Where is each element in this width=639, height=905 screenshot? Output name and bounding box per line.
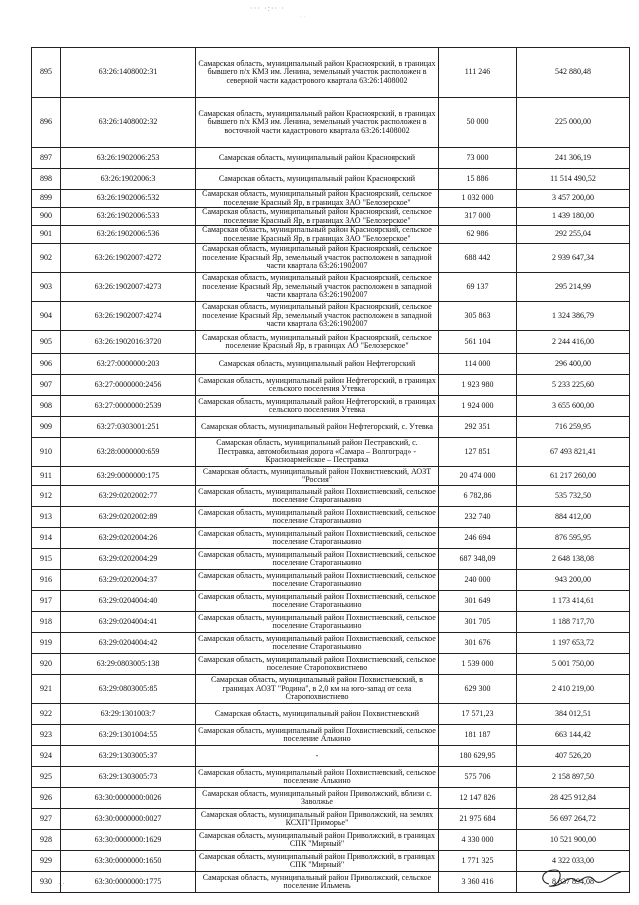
table-row bbox=[32, 438, 630, 467]
cadastral-value: 67 493 821,41 bbox=[517, 438, 630, 467]
row-number: 903 bbox=[32, 273, 61, 302]
address: Самарская область, муниципальный район Похвистневский, в границах АОЗТ "Родина", в 2,0 км на юго-запад от села Старопохвистнево bbox=[196, 675, 439, 704]
cadastral-value: 28 425 912,84 bbox=[517, 788, 630, 809]
margin-mark: ·.· bbox=[58, 880, 65, 888]
row-number: 901 bbox=[32, 226, 61, 244]
address: Самарская область, муниципальный район Пестравский, с. Пестравка, автомобильная дорога «Самара – Волгоград» - Красноармейское – Пестравка bbox=[196, 438, 439, 467]
area: 127 851 bbox=[439, 438, 517, 467]
cadastral-number: 63:29:1303005:73 bbox=[61, 767, 196, 788]
cadastral-value: 1 439 180,00 bbox=[517, 208, 630, 226]
cadastral-value: 61 217 260,00 bbox=[517, 467, 630, 486]
cadastral-number: 63:29:1301004:55 bbox=[61, 725, 196, 746]
table-row bbox=[32, 375, 630, 396]
address: Самарская область, муниципальный район Похвистневский, сельское поселение Староганькино bbox=[196, 507, 439, 528]
table-row bbox=[32, 830, 630, 851]
area: 305 863 bbox=[439, 302, 517, 331]
cadastral-value: 542 880,48 bbox=[517, 48, 630, 98]
address: Самарская область, муниципальный район Нефтегорский bbox=[196, 354, 439, 375]
address: Самарская область, муниципальный район Красноярский, сельское поселение Красный Яр, земельный участок расположен в западной части квартала 63:26:1902007 bbox=[196, 244, 439, 273]
cadastral-value: 5 001 750,00 bbox=[517, 654, 630, 675]
table-row bbox=[32, 549, 630, 570]
table-row bbox=[32, 788, 630, 809]
address: - bbox=[196, 746, 439, 767]
address: Самарская область, муниципальный район Похвистневский, сельское поселение Староганькино bbox=[196, 486, 439, 507]
header-stamp: ··· ·:·· · bbox=[250, 4, 285, 13]
area: 12 147 826 bbox=[439, 788, 517, 809]
row-number: 919 bbox=[32, 633, 61, 654]
cadastral-number: 63:30:0000000:0026 bbox=[61, 788, 196, 809]
row-number: 913 bbox=[32, 507, 61, 528]
cadastral-number: 63:29:0803005:85 bbox=[61, 675, 196, 704]
address: Самарская область, муниципальный район Красноярский, сельское поселение Красный Яр, земельный участок расположен в западной части квартала 63:26:1902007 bbox=[196, 302, 439, 331]
area: 17 571,23 bbox=[439, 704, 517, 725]
row-number: 927 bbox=[32, 809, 61, 830]
row-number: 902 bbox=[32, 244, 61, 273]
row-number: 918 bbox=[32, 612, 61, 633]
address: Самарская область, муниципальный район Похвистневский, сельское поселение Староганькино bbox=[196, 570, 439, 591]
area: 181 187 bbox=[439, 725, 517, 746]
cadastral-number: 63:26:1902016:3720 bbox=[61, 331, 196, 354]
area: 240 000 bbox=[439, 570, 517, 591]
cadastral-value: 1 188 717,70 bbox=[517, 612, 630, 633]
cadastral-number: 63:29:0803005:138 bbox=[61, 654, 196, 675]
area: 301 705 bbox=[439, 612, 517, 633]
area: 575 706 bbox=[439, 767, 517, 788]
area: 232 740 bbox=[439, 507, 517, 528]
row-number: 914 bbox=[32, 528, 61, 549]
address: Самарская область, муниципальный район Приволжский, в границах СПК "Мирный" bbox=[196, 830, 439, 851]
table-row bbox=[32, 612, 630, 633]
cadastral-number: 63:29:0202004:29 bbox=[61, 549, 196, 570]
cadastral-number: 63:29:0000000:175 bbox=[61, 467, 196, 486]
cadastral-number: 63:27:0000000:203 bbox=[61, 354, 196, 375]
table-row bbox=[32, 190, 630, 208]
cadastral-value: 2 648 138,08 bbox=[517, 549, 630, 570]
cadastral-value: 384 012,51 bbox=[517, 704, 630, 725]
address: Самарская область, муниципальный район Похвистневский, сельское поселение Староганькино bbox=[196, 591, 439, 612]
cadastral-value: 241 306,19 bbox=[517, 148, 630, 169]
table-row bbox=[32, 354, 630, 375]
area: 69 137 bbox=[439, 273, 517, 302]
address: Самарская область, муниципальный район Приволжский, сельское поселение Ильмень bbox=[196, 872, 439, 893]
cadastral-number: 63:30:0000000:1650 bbox=[61, 851, 196, 872]
address: Самарская область, муниципальный район Красноярский, сельское поселение Красный Яр, в границах ЗАО "Белозерское" bbox=[196, 190, 439, 208]
signature-icon bbox=[535, 862, 625, 896]
address: Самарская область, муниципальный район Приволжский, на землях КСХП"Приморье" bbox=[196, 809, 439, 830]
table-row bbox=[32, 507, 630, 528]
table-row bbox=[32, 528, 630, 549]
area: 21 975 684 bbox=[439, 809, 517, 830]
cadastral-value: 716 259,95 bbox=[517, 417, 630, 438]
row-number: 929 bbox=[32, 851, 61, 872]
row-number: 925 bbox=[32, 767, 61, 788]
row-number: 898 bbox=[32, 169, 61, 190]
cadastral-value: 2 939 647,34 bbox=[517, 244, 630, 273]
area: 6 782,86 bbox=[439, 486, 517, 507]
table-row bbox=[32, 767, 630, 788]
cadastral-number: 63:26:1408002:31 bbox=[61, 48, 196, 98]
area: 317 000 bbox=[439, 208, 517, 226]
cadastral-value: 663 144,42 bbox=[517, 725, 630, 746]
cadastral-number: 63:29:0204004:41 bbox=[61, 612, 196, 633]
cadastral-value: 56 697 264,72 bbox=[517, 809, 630, 830]
address: Самарская область, муниципальный район Нефтегорский, в границах сельского поселения Утевка bbox=[196, 396, 439, 417]
cadastral-value: 2 244 416,00 bbox=[517, 331, 630, 354]
table-row bbox=[32, 725, 630, 746]
cadastral-value: 407 526,20 bbox=[517, 746, 630, 767]
row-number: 916 bbox=[32, 570, 61, 591]
cadastral-number: 63:27:0000000:2456 bbox=[61, 375, 196, 396]
area: 20 474 000 bbox=[439, 467, 517, 486]
cadastral-value: 2 158 897,50 bbox=[517, 767, 630, 788]
cadastral-number: 63:30:0000000:1775 bbox=[61, 872, 196, 893]
table-row bbox=[32, 809, 630, 830]
row-number: 910 bbox=[32, 438, 61, 467]
area: 111 246 bbox=[439, 48, 517, 98]
cadastral-number: 63:26:1902006:533 bbox=[61, 208, 196, 226]
cadastral-number: 63:29:0202004:26 bbox=[61, 528, 196, 549]
row-number: 921 bbox=[32, 675, 61, 704]
row-number: 906 bbox=[32, 354, 61, 375]
cadastral-number: 63:29:0202002:89 bbox=[61, 507, 196, 528]
cadastral-value: 535 732,50 bbox=[517, 486, 630, 507]
table-row bbox=[32, 273, 630, 302]
address: Самарская область, муниципальный район Красноярский, в границах бывшего п/х КМЗ им. Ленина, земельный участок расположен в восточной части кадастрового квартала 63:26:1408002 bbox=[196, 98, 439, 148]
land-plots-table bbox=[31, 47, 630, 893]
table-row bbox=[32, 98, 630, 148]
row-number: 900 bbox=[32, 208, 61, 226]
row-number: 909 bbox=[32, 417, 61, 438]
area: 1 924 000 bbox=[439, 396, 517, 417]
row-number: 904 bbox=[32, 302, 61, 331]
cadastral-value: 1 324 386,79 bbox=[517, 302, 630, 331]
area: 687 348,09 bbox=[439, 549, 517, 570]
area: 114 000 bbox=[439, 354, 517, 375]
row-number: 911 bbox=[32, 467, 61, 486]
area: 180 629,95 bbox=[439, 746, 517, 767]
cadastral-value: 4 322 033,00 bbox=[517, 851, 630, 872]
table-row bbox=[32, 704, 630, 725]
row-number: 899 bbox=[32, 190, 61, 208]
address: Самарская область, муниципальный район Похвистневский, сельское поселение Алькино bbox=[196, 725, 439, 746]
area: 62 986 bbox=[439, 226, 517, 244]
table-row bbox=[32, 226, 630, 244]
area: 1 771 325 bbox=[439, 851, 517, 872]
cadastral-number: 63:27:0303001:251 bbox=[61, 417, 196, 438]
header-stamp-mark: · · bbox=[300, 14, 306, 20]
address: Самарская область, муниципальный район Нефтегорский, с. Утевка bbox=[196, 417, 439, 438]
area: 246 694 bbox=[439, 528, 517, 549]
cadastral-value: 11 514 490,52 bbox=[517, 169, 630, 190]
table-row bbox=[32, 417, 630, 438]
table-row bbox=[32, 302, 630, 331]
cadastral-value: 3 655 600,00 bbox=[517, 396, 630, 417]
address: Самарская область, муниципальный район Похвистневский, сельское поселение Алькино bbox=[196, 767, 439, 788]
cadastral-value: 295 214,99 bbox=[517, 273, 630, 302]
cadastral-value: 5 233 225,60 bbox=[517, 375, 630, 396]
address: Самарская область, муниципальный район Красноярский, сельское поселение Красный Яр, в границах АО "Белозерское" bbox=[196, 331, 439, 354]
address: Самарская область, муниципальный район Похвистневский, сельское поселение Староганькино bbox=[196, 612, 439, 633]
area: 4 330 000 bbox=[439, 830, 517, 851]
table-row bbox=[32, 633, 630, 654]
row-number: 926 bbox=[32, 788, 61, 809]
cadastral-number: 63:29:0202004:37 bbox=[61, 570, 196, 591]
cadastral-value: 10 521 900,00 bbox=[517, 830, 630, 851]
address: Самарская область, муниципальный район Приволжский, в границах СПК "Мирный" bbox=[196, 851, 439, 872]
row-number: 907 bbox=[32, 375, 61, 396]
row-number: 895 bbox=[32, 48, 61, 98]
address: Самарская область, муниципальный район Похвистневский, сельское поселение Староганькино bbox=[196, 633, 439, 654]
address: Самарская область, муниципальный район Красноярский, сельское поселение Красный Яр, земельный участок расположен в западной части квартала 63:26:1902007 bbox=[196, 273, 439, 302]
cadastral-value: 943 200,00 bbox=[517, 570, 630, 591]
area: 3 360 416 bbox=[439, 872, 517, 893]
cadastral-number: 63:29:1301003:7 bbox=[61, 704, 196, 725]
cadastral-value: 1 173 414,61 bbox=[517, 591, 630, 612]
cadastral-number: 63:26:1902006:253 bbox=[61, 148, 196, 169]
table-row bbox=[32, 48, 630, 98]
address: Самарская область, муниципальный район Нефтегорский, в границах сельского поселения Утевка bbox=[196, 375, 439, 396]
area: 301 676 bbox=[439, 633, 517, 654]
row-number: 897 bbox=[32, 148, 61, 169]
address: Самарская область, муниципальный район Красноярский bbox=[196, 169, 439, 190]
table-row bbox=[32, 208, 630, 226]
area: 301 649 bbox=[439, 591, 517, 612]
table-row bbox=[32, 746, 630, 767]
address: Самарская область, муниципальный район Похвистневский, сельское поселение Староганькино bbox=[196, 549, 439, 570]
row-number: 915 bbox=[32, 549, 61, 570]
cadastral-number: 63:26:1902006:536 bbox=[61, 226, 196, 244]
row-number: 905 bbox=[32, 331, 61, 354]
table-row bbox=[32, 486, 630, 507]
cadastral-value: 1 197 653,72 bbox=[517, 633, 630, 654]
address: Самарская область, муниципальный район Красноярский, сельское поселение Красный Яр, в границах ЗАО "Белозерское" bbox=[196, 226, 439, 244]
cadastral-number: 63:30:0000000:0027 bbox=[61, 809, 196, 830]
cadastral-value: 292 255,04 bbox=[517, 226, 630, 244]
table-row bbox=[32, 467, 630, 486]
cadastral-value: 884 412,00 bbox=[517, 507, 630, 528]
area: 15 886 bbox=[439, 169, 517, 190]
cadastral-value: 2 410 219,00 bbox=[517, 675, 630, 704]
area: 1 923 980 bbox=[439, 375, 517, 396]
cadastral-number: 63:26:1902007:4272 bbox=[61, 244, 196, 273]
cadastral-number: 63:30:0000000:1629 bbox=[61, 830, 196, 851]
table-row bbox=[32, 654, 630, 675]
address: Самарская область, муниципальный район Красноярский, сельское поселение Красный Яр, в границах ЗАО "Белозерское" bbox=[196, 208, 439, 226]
row-number: 923 bbox=[32, 725, 61, 746]
table-row bbox=[32, 591, 630, 612]
address: Самарская область, муниципальный район Похвистневский, АОЗТ "Россия" bbox=[196, 467, 439, 486]
cadastral-number: 63:29:0204004:40 bbox=[61, 591, 196, 612]
cadastral-number: 63:27:0000000:2539 bbox=[61, 396, 196, 417]
cadastral-number: 63:29:0202002:77 bbox=[61, 486, 196, 507]
cadastral-number: 63:28:0000000:659 bbox=[61, 438, 196, 467]
table-row bbox=[32, 396, 630, 417]
row-number: 917 bbox=[32, 591, 61, 612]
area: 629 300 bbox=[439, 675, 517, 704]
table-row bbox=[32, 570, 630, 591]
address: Самарская область, муниципальный район Похвистневский bbox=[196, 704, 439, 725]
area: 73 000 bbox=[439, 148, 517, 169]
row-number: 928 bbox=[32, 830, 61, 851]
row-number: 922 bbox=[32, 704, 61, 725]
table-row bbox=[32, 148, 630, 169]
table-row bbox=[32, 169, 630, 190]
address: Самарская область, муниципальный район Приволжский, вблизи с. Заволжье bbox=[196, 788, 439, 809]
row-number: 912 bbox=[32, 486, 61, 507]
cadastral-number: 63:29:0204004:42 bbox=[61, 633, 196, 654]
row-number: 924 bbox=[32, 746, 61, 767]
row-number: 896 bbox=[32, 98, 61, 148]
cadastral-number: 63:26:1902006:532 bbox=[61, 190, 196, 208]
area: 50 000 bbox=[439, 98, 517, 148]
cadastral-value: 8 837 894,08 bbox=[517, 872, 630, 893]
row-number: 930 bbox=[32, 872, 61, 893]
table-row bbox=[32, 675, 630, 704]
table-body bbox=[32, 48, 630, 893]
cadastral-number: 63:29:1303005:37 bbox=[61, 746, 196, 767]
area: 1 032 000 bbox=[439, 190, 517, 208]
area: 1 539 000 bbox=[439, 654, 517, 675]
address: Самарская область, муниципальный район Красноярский bbox=[196, 148, 439, 169]
cadastral-value: 225 000,00 bbox=[517, 98, 630, 148]
cadastral-value: 3 457 200,00 bbox=[517, 190, 630, 208]
table-row bbox=[32, 331, 630, 354]
area: 561 104 bbox=[439, 331, 517, 354]
cadastral-number: 63:26:1902006:3 bbox=[61, 169, 196, 190]
area: 292 351 bbox=[439, 417, 517, 438]
row-number: 908 bbox=[32, 396, 61, 417]
table-row bbox=[32, 244, 630, 273]
address: Самарская область, муниципальный район Похвистневский, сельское поселение Староганькино bbox=[196, 528, 439, 549]
row-number: 920 bbox=[32, 654, 61, 675]
address: Самарская область, муниципальный район Похвистневский, сельское поселение Старопохвистнево bbox=[196, 654, 439, 675]
cadastral-number: 63:26:1902007:4274 bbox=[61, 302, 196, 331]
address: Самарская область, муниципальный район Красноярский, в границах бывшего п/х КМЗ им. Ленина, земельный участок расположен в северной части кадастрового квартала 63:26:1408002 bbox=[196, 48, 439, 98]
cadastral-number: 63:26:1902007:4273 bbox=[61, 273, 196, 302]
area: 688 442 bbox=[439, 244, 517, 273]
cadastral-value: 296 400,00 bbox=[517, 354, 630, 375]
cadastral-value: 876 595,95 bbox=[517, 528, 630, 549]
cadastral-number: 63:26:1408002:32 bbox=[61, 98, 196, 148]
